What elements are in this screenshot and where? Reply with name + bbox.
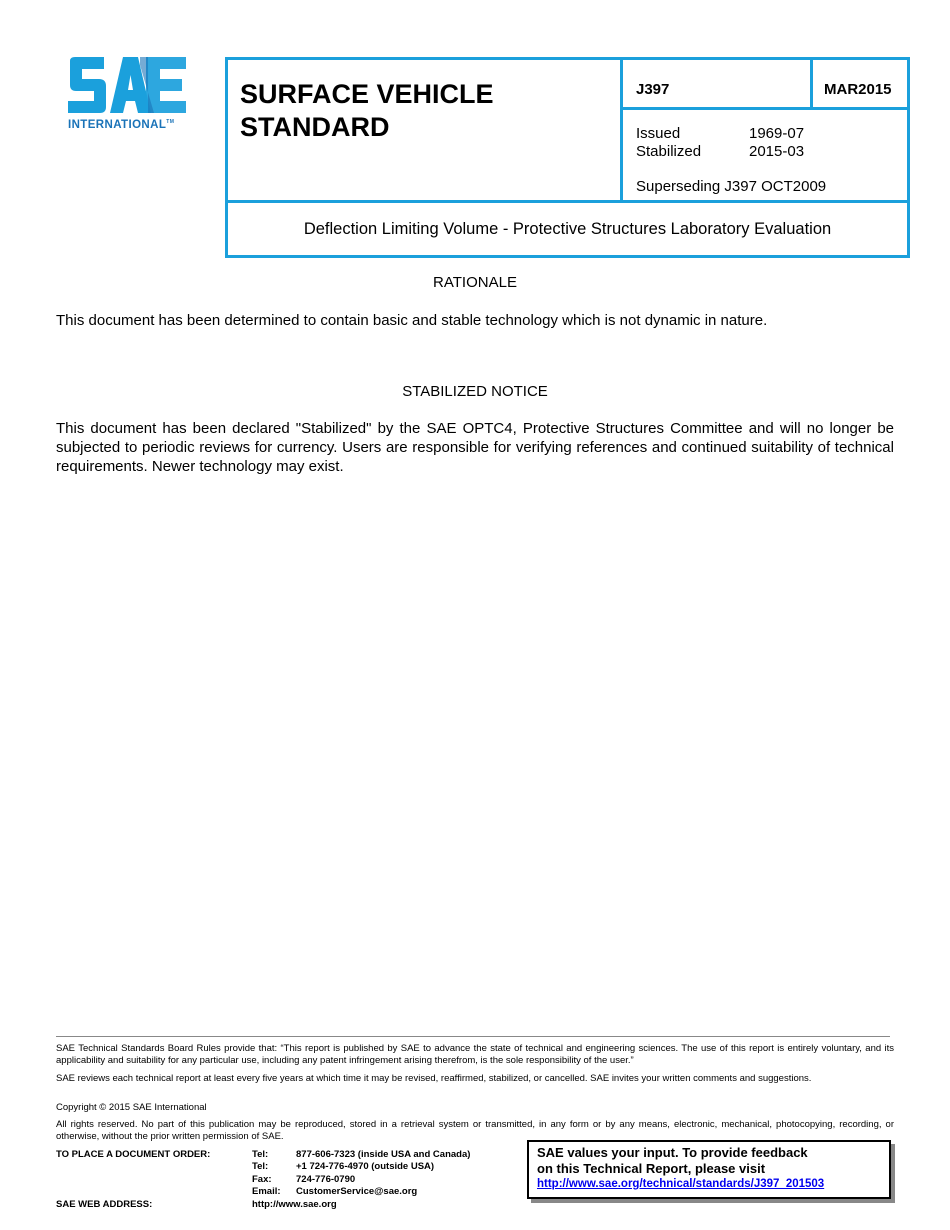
tel1-label: Tel: [252,1149,269,1160]
document-type: SURFACE VEHICLE STANDARD [240,79,494,142]
email-value[interactable]: CustomerService@sae.org [296,1186,418,1197]
feedback-link[interactable]: http://www.sae.org/technical/standards/J397_201503 [537,1178,825,1190]
tel2-label: Tel: [252,1161,269,1172]
order-label: TO PLACE A DOCUMENT ORDER: [56,1149,211,1160]
rights-text: All rights reserved. No part of this publication may be reproduced, stored in a retrieval system or transmitted, in any form or by any means, electronic, mechanical, photocopying, recording, or otherwise, without the prior written permission of SAE. [56,1119,894,1142]
copyright: Copyright © 2015 SAE International [56,1102,207,1113]
header-box [225,57,910,258]
document-date: MAR2015 [824,81,892,98]
review-text: SAE reviews each technical report at least every five years at which time it may be revised, reaffirmed, stabilized, or cancelled. SAE invites your written comments and suggestions. [56,1073,812,1084]
feedback-box [527,1140,891,1199]
tel1-value: 877-606-7323 (inside USA and Canada) [296,1149,471,1160]
tel2-value: +1 724-776-4970 (outside USA) [296,1161,435,1172]
document-number: J397 [636,81,670,98]
notice-text: This document has been declared "Stabilized" by the SAE OPTC4, Protective Structures Committee and will no longer be subjected to periodic reviews for currency. Users are responsible for verifying references and continued suitability of technical requirements. Newer technology may exist. [56,420,894,475]
issued-value: 1969-07 [749,125,805,142]
sae-logo-icon [66,55,190,117]
rationale-heading: RATIONALE [433,274,517,291]
email-label: Email: [252,1186,281,1197]
footer-rule [56,1036,890,1037]
issued-label: Issued [636,125,681,142]
stabilized-value: 2015-03 [749,143,805,160]
fax-value: 724-776-0790 [296,1174,356,1185]
fax-label: Fax: [252,1174,272,1185]
logo-caption: INTERNATIONAL™ [68,119,175,131]
web-address[interactable]: http://www.sae.org [252,1199,337,1210]
feedback-text: SAE values your input. To provide feedback on this Technical Report, please visit [537,1145,808,1176]
rationale-text: This document has been determined to contain basic and stable technology which is not dynamic in nature. [56,312,768,329]
superseding-note: Superseding J397 OCT2009 [636,178,827,195]
web-label: SAE WEB ADDRESS: [56,1199,153,1210]
stabilized-label: Stabilized [636,143,702,160]
rules-text: SAE Technical Standards Board Rules provide that: “This report is published by SAE to advance the state of technical and engineering sciences. The use of this report is entirely voluntary, and its applicability and suitability for any particular use, including any patent infringement arising therefrom, is the sole responsibility of the user.” [56,1043,894,1066]
document-title: Deflection Limiting Volume - Protective Structures Laboratory Evaluation [303,220,832,238]
notice-heading: STABILIZED NOTICE [402,383,548,400]
